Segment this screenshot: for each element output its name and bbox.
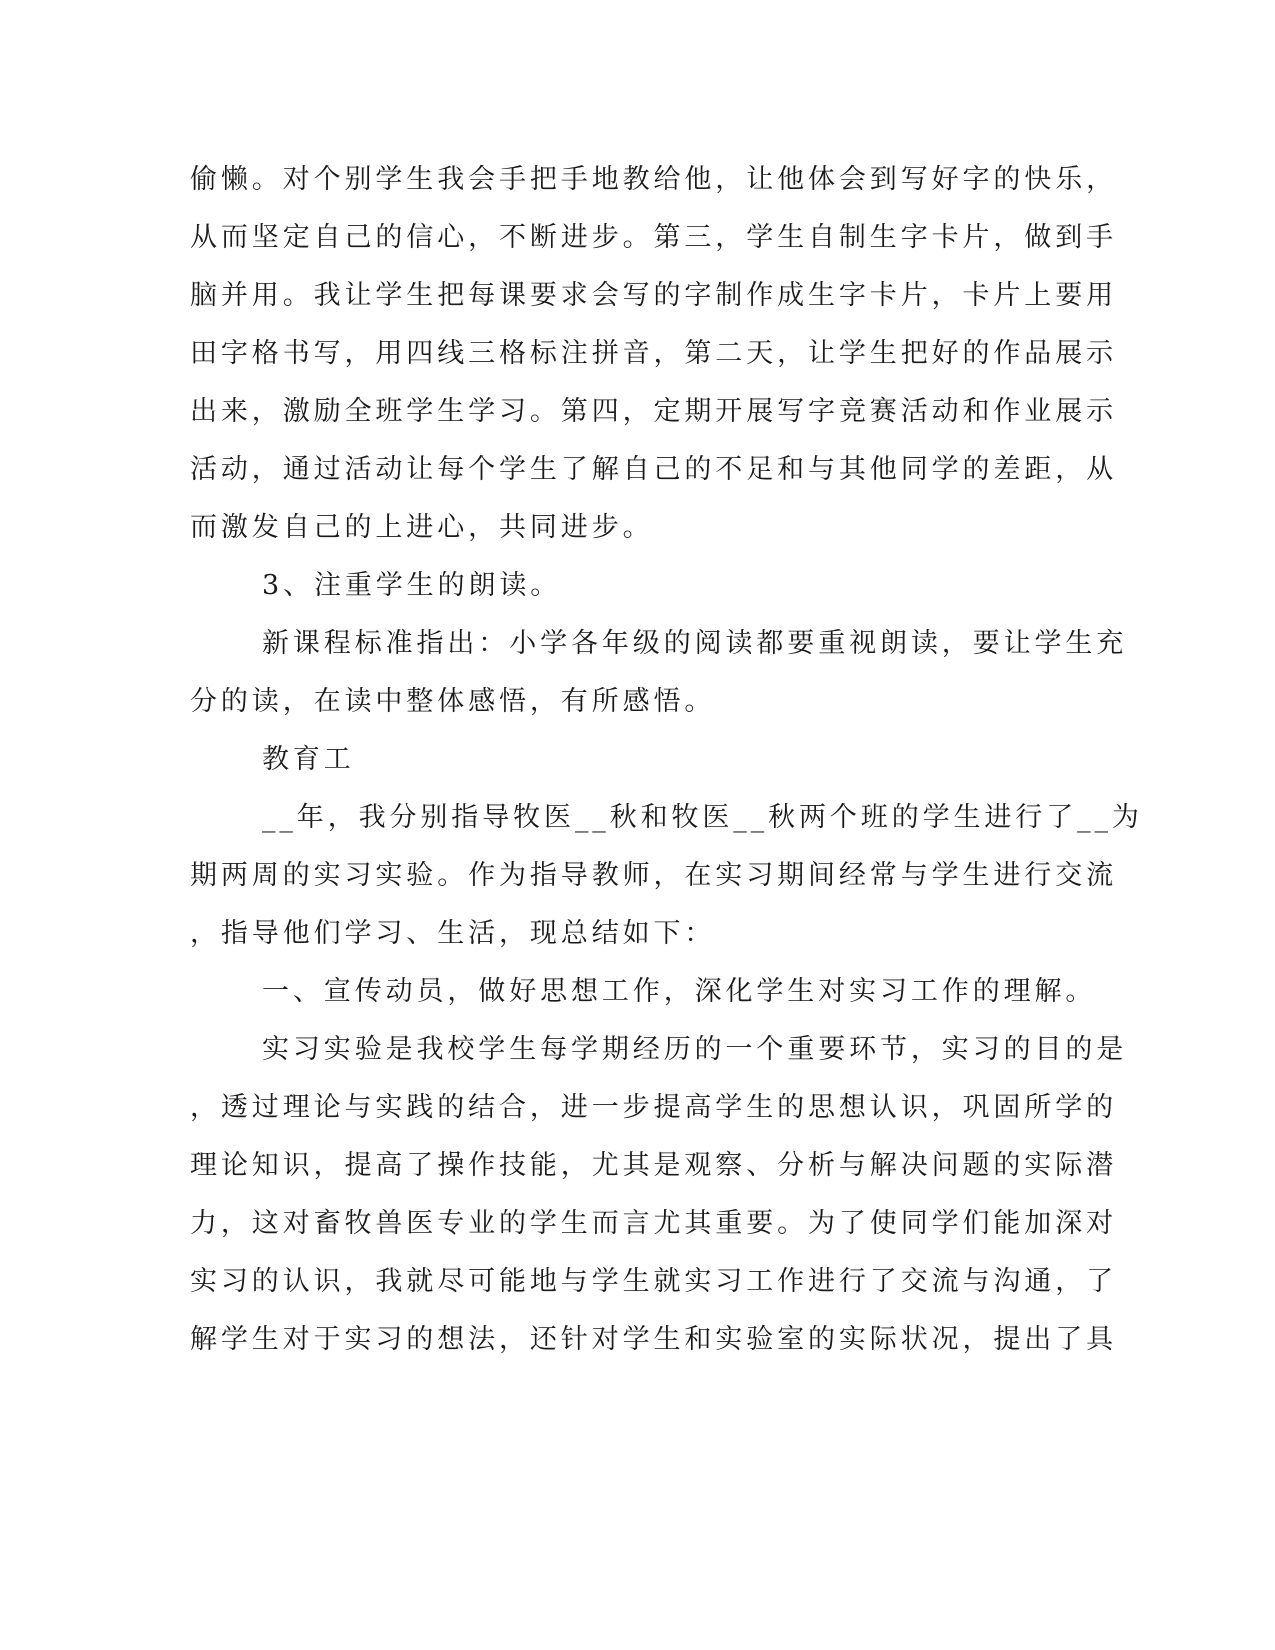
text-line: 活动，通过活动让每个学生了解自己的不足和与其他同学的差距，从	[190, 454, 1117, 485]
text-line: 田字格书写，用四线三格标注拼音，第二天，让学生把好的作品展示	[190, 338, 1117, 369]
text-line: 实习的认识，我就尽可能地与学生就实习工作进行了交流与沟通，了	[190, 1266, 1117, 1297]
text-line: 分的读，在读中整体感悟，有所感悟。	[190, 686, 716, 717]
text-line: 偷懒。对个别学生我会手把手地教给他，让他体会到写好字的快乐，	[190, 164, 1117, 195]
text-line: 脑并用。我让学生把每课要求会写的字制作成生字卡片，卡片上要用	[190, 280, 1117, 311]
text-line: ，指导他们学习、生活，现总结如下：	[190, 918, 716, 949]
text-line: 力，这对畜牧兽医专业的学生而言尤其重要。为了使同学们能加深对	[190, 1208, 1117, 1239]
text-line: 期两周的实习实验。作为指导教师，在实习期间经常与学生进行交流	[190, 860, 1117, 891]
text-line: ，透过理论与实践的结合，进一步提高学生的思想认识，巩固所学的	[190, 1092, 1117, 1123]
text-line: 新课程标准指出：小学各年级的阅读都要重视朗读，要让学生充	[262, 628, 1128, 659]
text-line: 出来，激励全班学生学习。第四，定期开展写字竞赛活动和作业展示	[190, 396, 1117, 427]
text-line: 而激发自己的上进心，共同进步。	[190, 512, 654, 543]
text-line: __年，我分别指导牧医__秋和牧医__秋两个班的学生进行了__为	[262, 802, 1143, 833]
section-heading: 一、宣传动员，做好思想工作，深化学生对实习工作的理解。	[262, 976, 1097, 1007]
section-heading: 3、注重学生的朗读。	[262, 570, 562, 601]
text-line: 实习实验是我校学生每学期经历的一个重要环节，实习的目的是	[262, 1034, 1128, 1065]
text-line: 解学生对于实习的想法，还针对学生和实验室的实际状况，提出了具	[190, 1324, 1117, 1355]
section-title: 教育工	[262, 744, 355, 775]
text-line: 理论知识，提高了操作技能，尤其是观察、分析与解决问题的实际潜	[190, 1150, 1117, 1181]
text-line: 从而坚定自己的信心，不断进步。第三，学生自制生字卡片，做到手	[190, 222, 1117, 253]
